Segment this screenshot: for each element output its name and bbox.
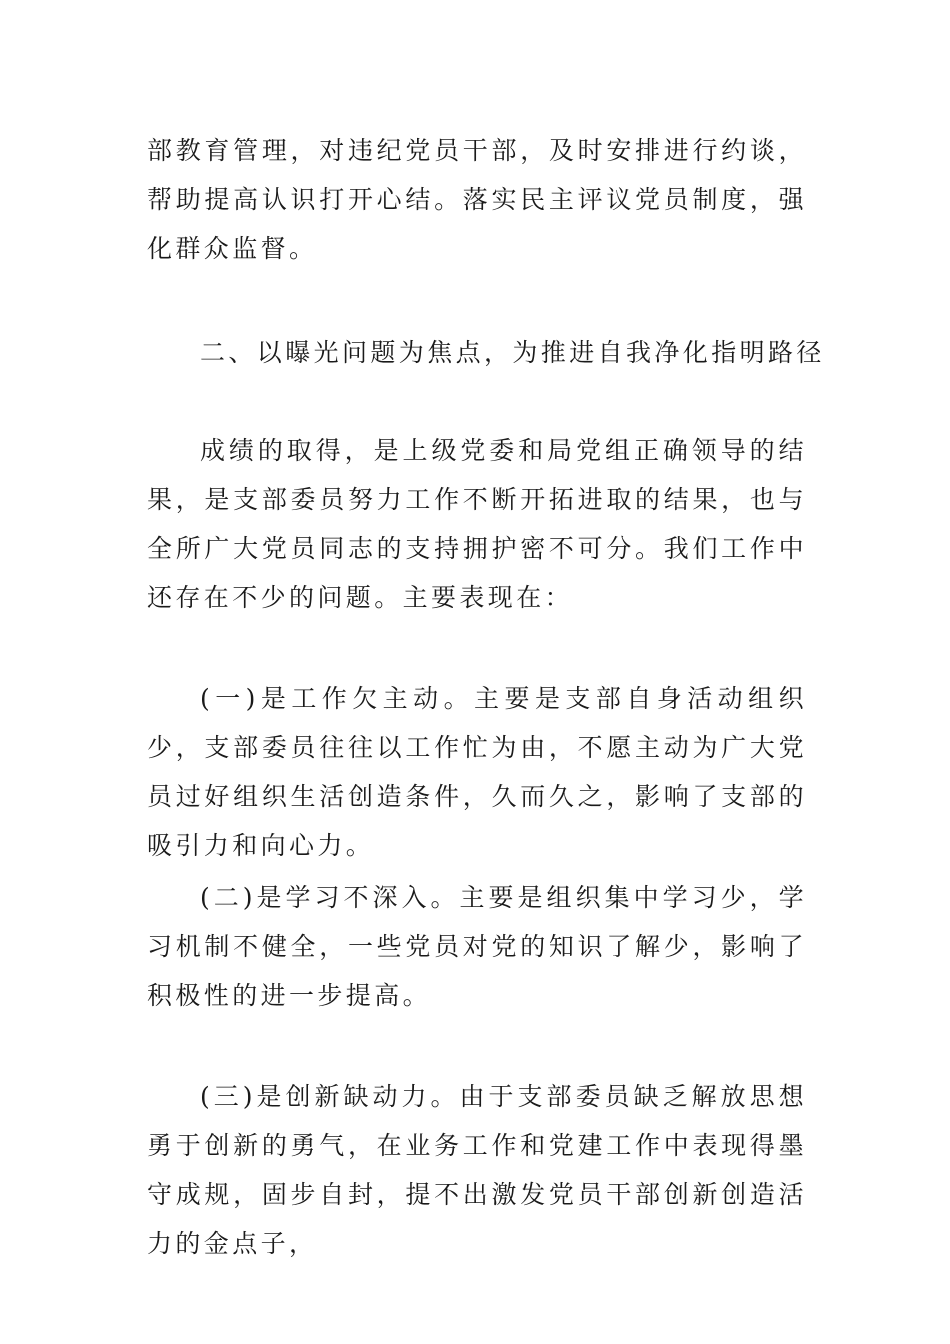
paragraph-achievements: 成绩的取得，是上级党委和局党组正确领导的结果，是支部委员努力工作不断开拓进取的结果，也与全所广大党员同志的支持拥护密不可分。我们工作中还存在不少的问题。主要表现在： (147, 436, 807, 612)
paragraph-problem-3: (三)是创新缺动力。由于支部委员缺乏解放思想勇于创新的勇气，在业务工作和党建工作中表现得墨守成规，固步自封，提不出激发党员干部创新创造活力的金点子， (147, 1082, 807, 1258)
paragraph-continuation: 部教育管理，对违纪党员干部，及时安排进行约谈，帮助提高认识打开心结。落实民主评议党员制度，强化群众监督。 (147, 136, 807, 263)
paragraph-problem-2: (二)是学习不深入。主要是组织集中学习少，学习机制不健全，一些党员对党的知识了解少，影响了积极性的进一步提高。 (147, 883, 807, 1010)
paragraph-problem-1: (一)是工作欠主动。主要是支部自身活动组织少，支部委员往往以工作忙为由，不愿主动为广大党员过好组织生活创造条件，久而久之，影响了支部的吸引力和向心力。 (147, 684, 807, 860)
section-heading: 二、以曝光问题为焦点，为推进自我净化指明路径 (200, 338, 825, 367)
